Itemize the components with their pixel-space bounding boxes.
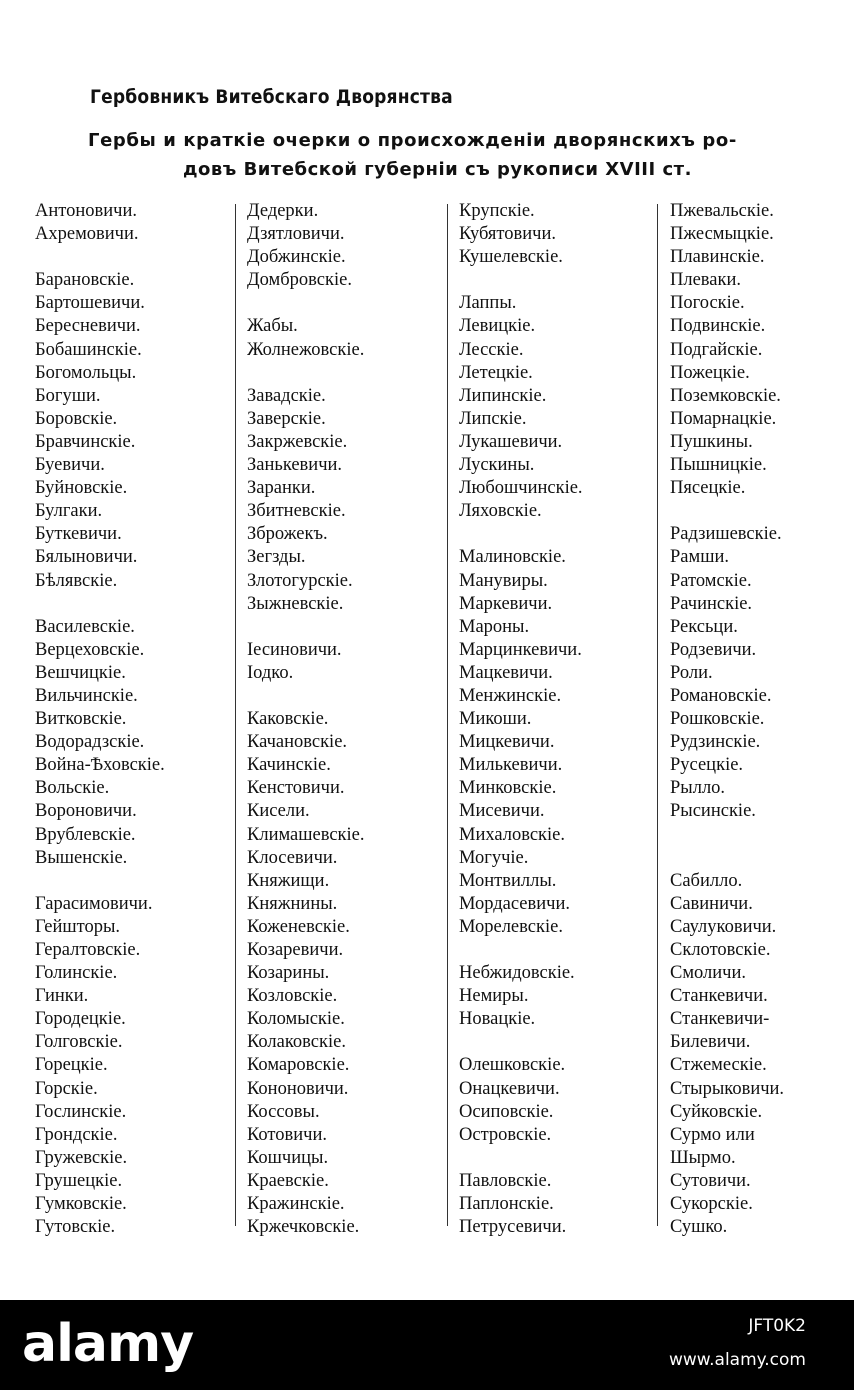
surname-entry: Малиновскіе. xyxy=(459,547,566,568)
entry-gap xyxy=(670,847,784,870)
surname-entry: Бравчинскіе. xyxy=(35,431,136,452)
surname-entry: Домбровскіе. xyxy=(247,270,352,291)
entry-gap xyxy=(459,269,583,292)
surname-entry: Гослинскіе. xyxy=(35,1101,127,1122)
surname-entry: Пжесмыцкіе. xyxy=(670,224,774,245)
surname-entry: Новацкіе. xyxy=(459,1009,536,1030)
surname-entry: Павловскіе. xyxy=(459,1170,552,1191)
entry-gap xyxy=(459,1147,583,1170)
surname-entry: Липскіе. xyxy=(459,408,527,429)
surname-entry: Гинки. xyxy=(35,986,89,1007)
surname-entry: Саулуковичи. xyxy=(670,916,777,937)
surname-entry: Грушецкіе. xyxy=(35,1170,123,1191)
surname-entry: Гералтовскіе. xyxy=(35,940,141,960)
surname-entry: Жолнежовскіе. xyxy=(247,339,365,360)
surname-entry: Подгайскіе. xyxy=(670,339,763,360)
surname-entry: Помарнацкіе. xyxy=(670,408,777,429)
surname-entry: Бѣлявскіе. xyxy=(35,570,118,591)
surname-entry: Боровскіе. xyxy=(35,408,118,429)
surname-entry: Антоновичи. xyxy=(35,201,137,221)
surname-entry: Козарины. xyxy=(247,963,330,984)
entry-gap xyxy=(35,870,165,893)
surname-entry: Княжищи. xyxy=(247,870,330,891)
surname-entry: Небжидовскіе. xyxy=(459,963,575,984)
surname-entry: Плеваки. xyxy=(670,270,742,291)
entry-gap xyxy=(247,616,365,639)
entry-gap xyxy=(247,292,365,315)
surname-entry: Буткевичи. xyxy=(35,524,122,545)
surname-entry: Немиры. xyxy=(459,986,529,1007)
surname-entry: Монтвиллы. xyxy=(459,870,557,891)
surname-entry: Богуши. xyxy=(35,385,101,406)
surname-entry: Козловскіе. xyxy=(247,986,338,1007)
surname-entry: Комаровскіе. xyxy=(247,1055,350,1076)
surname-entry: Буевичи. xyxy=(35,455,105,476)
surname-entry: Суйковскіе. xyxy=(670,1101,763,1122)
surname-entry: Мароны. xyxy=(459,616,530,637)
surname-entry: Кошчицы. xyxy=(247,1147,329,1168)
surname-entry: Горскіе. xyxy=(35,1078,98,1099)
surname-entry: Минковскіе. xyxy=(459,778,557,799)
site-url: www.alamy.com xyxy=(668,1350,806,1370)
surname-entry: Сукорскіе. xyxy=(670,1194,753,1215)
surname-entry: Кисели. xyxy=(247,801,310,822)
surname-entry: Каковскіе. xyxy=(247,709,329,730)
surname-entry: Василевскіе. xyxy=(35,616,135,637)
surname-entry: Вольскіе. xyxy=(35,778,110,799)
surname-entry: Станкевичи. xyxy=(670,986,768,1007)
surname-entry: Бересневичи. xyxy=(35,316,141,337)
entry-gap xyxy=(35,593,165,616)
entry-gap xyxy=(247,685,365,708)
surname-entry: Паплонскіе. xyxy=(459,1194,554,1215)
surname-entry: Плавинскіе. xyxy=(670,247,765,268)
image-id: JFT0K2 xyxy=(748,1316,806,1336)
surname-entry: Верцеховскіе. xyxy=(35,639,145,660)
surname-entry: Закржевскіе. xyxy=(247,431,348,452)
surname-entry: Коссовы. xyxy=(247,1101,320,1122)
surname-entry: Марцинкевичи. xyxy=(459,639,582,660)
surname-entry: Савиничи. xyxy=(670,893,753,914)
surname-entry: Морелевскіе. xyxy=(459,916,563,937)
surname-entry: Олешковскіе. xyxy=(459,1055,566,1076)
surname-entry: Шырмо. xyxy=(670,1147,736,1168)
surname-entry: Смоличи. xyxy=(670,963,747,984)
surname-entry: Вильчинскіе. xyxy=(35,685,138,706)
surname-entry: Злотогурскіе. xyxy=(247,570,353,591)
surname-entry: Качановскіе. xyxy=(247,732,348,753)
entry-gap xyxy=(247,362,365,385)
surname-entry: Витковскіе. xyxy=(35,709,127,730)
surname-entry: Грондскіе. xyxy=(35,1124,118,1145)
surname-entry: Станкевичи- xyxy=(670,1009,770,1030)
surname-entry: Бартошевичи. xyxy=(35,293,145,314)
surname-entry: Поземковскіе. xyxy=(670,385,781,406)
surname-entry: Іесиновичи. xyxy=(247,639,342,660)
surname-entry: Княжнины. xyxy=(247,893,338,914)
surname-entry: Пушкины. xyxy=(670,431,753,452)
surname-entry: Пясецкіе. xyxy=(670,478,746,499)
surname-entry: Гумковскіе. xyxy=(35,1194,127,1215)
surname-entry: Радзишевскіе. xyxy=(670,524,782,545)
surname-entry: Вышенскіе. xyxy=(35,847,128,868)
subtitle-line-2: довъ Витебской губерніи съ рукописи XVIII ст. xyxy=(183,159,692,180)
surname-entry: Булгаки. xyxy=(35,501,103,522)
surname-entry: Бялыновичи. xyxy=(35,547,138,568)
surname-entry: Петрусевичи. xyxy=(459,1217,567,1238)
surname-entry: Осиповскіе. xyxy=(459,1101,554,1122)
entry-gap xyxy=(670,824,784,847)
surname-entry: Збитневскіе. xyxy=(247,501,346,522)
surname-entry: Могучіе. xyxy=(459,847,529,868)
surname-entry: Погоскіе. xyxy=(670,293,745,314)
surname-entry: Коломыскіе. xyxy=(247,1009,345,1030)
surname-entry: Голинскіе. xyxy=(35,963,118,984)
surname-entry: Романовскіе. xyxy=(670,685,772,706)
surname-entry: Рудзинскіе. xyxy=(670,732,761,753)
surname-entry: Качинскіе. xyxy=(247,755,331,776)
column-divider xyxy=(657,204,658,1226)
surname-entry: Ахремовичи. xyxy=(35,224,139,245)
surname-entry: Горецкіе. xyxy=(35,1055,108,1076)
surname-entry: Бобашинскіе. xyxy=(35,339,142,360)
surname-entry: Занькевичи. xyxy=(247,455,343,476)
alamy-logo: alamy xyxy=(22,1314,194,1374)
surname-entry: Любошчинскіе. xyxy=(459,478,583,499)
surname-entry: Кенстовичи. xyxy=(247,778,345,799)
surname-entry: Крупскіе. xyxy=(459,201,535,221)
surname-entry: Ляховскіе. xyxy=(459,501,542,522)
surname-entry: Заранки. xyxy=(247,478,316,499)
surname-entry: Кононовичи. xyxy=(247,1078,349,1099)
subtitle-line-1: Гербы и краткіе очерки о происхожденіи дворянскихъ ро- xyxy=(88,130,737,151)
surname-entry: Родзевичи. xyxy=(670,639,757,660)
surname-entry: Зыжневскіе. xyxy=(247,593,344,614)
surname-entry: Островскіе. xyxy=(459,1124,552,1145)
surname-entry: Лускины. xyxy=(459,455,535,476)
surname-entry: Лесскіе. xyxy=(459,339,524,360)
surname-entry: Клосевичи. xyxy=(247,847,338,868)
entry-gap xyxy=(459,939,583,962)
surname-entry: Жабы. xyxy=(247,316,298,337)
surname-entry: Рысинскіе. xyxy=(670,801,756,822)
surname-entry: Мордасевичи. xyxy=(459,893,570,914)
surname-entry: Городецкіе. xyxy=(35,1009,126,1030)
surname-entry: Стжемескіе. xyxy=(670,1055,767,1076)
surname-entry: Сутовичи. xyxy=(670,1170,751,1191)
surname-entry: Гутовскіе. xyxy=(35,1217,116,1238)
surname-entry: Гарасимовичи. xyxy=(35,893,153,914)
surname-entry: Мисевичи. xyxy=(459,801,545,822)
surname-entry: Подвинскіе. xyxy=(670,316,766,337)
surname-entry: Рамши. xyxy=(670,547,729,568)
surname-entry: Дедерки. xyxy=(247,201,319,221)
surname-entry: Билевичи. xyxy=(670,1032,751,1053)
surname-entry: Добжинскіе. xyxy=(247,247,346,268)
surname-entry: Липинскіе. xyxy=(459,385,547,406)
surname-entry: Сурмо или xyxy=(670,1124,755,1145)
surname-entry: Михаловскіе. xyxy=(459,824,566,845)
surname-entry: Зброжекъ. xyxy=(247,524,328,545)
surname-column-4 xyxy=(670,200,784,1239)
surname-entry: Стырыковичи. xyxy=(670,1078,785,1099)
column-divider xyxy=(235,204,236,1226)
surname-entry: Ратомскіе. xyxy=(670,570,752,591)
surname-entry: Роли. xyxy=(670,662,713,683)
surname-entry: Дзятловичи. xyxy=(247,224,345,245)
surname-entry: Буйновскіе. xyxy=(35,478,128,499)
surname-entry: Мацкевичи. xyxy=(459,662,553,683)
surname-entry: Летецкіе. xyxy=(459,362,533,383)
surname-entry: Пжевальскіе. xyxy=(670,201,774,221)
surname-entry: Рексьци. xyxy=(670,616,738,637)
entry-gap xyxy=(459,523,583,546)
surname-entry: Менжинскіе. xyxy=(459,685,562,706)
surname-entry: Барановскіе. xyxy=(35,270,135,291)
surname-column-3 xyxy=(459,200,583,1239)
surname-entry: Коженевскіе. xyxy=(247,916,350,937)
surname-entry: Іодко. xyxy=(247,662,294,683)
surname-entry: Колаковскіе. xyxy=(247,1032,346,1053)
surname-entry: Русецкіе. xyxy=(670,755,744,776)
entry-gap xyxy=(459,1031,583,1054)
surname-entry: Врублевскіе. xyxy=(35,824,136,845)
surname-entry: Вешчицкіе. xyxy=(35,662,126,683)
surname-entry: Водорадзскіе. xyxy=(35,732,145,753)
surname-entry: Лукашевичи. xyxy=(459,431,563,452)
surname-entry: Война-Ѣховскіе. xyxy=(35,755,165,776)
entry-gap xyxy=(35,246,165,269)
surname-entry: Гружевскіе. xyxy=(35,1147,128,1168)
surname-entry: Завадскіе. xyxy=(247,385,326,406)
surname-entry: Богомольцы. xyxy=(35,362,137,383)
surname-column-1 xyxy=(35,200,165,1239)
surname-entry: Климашевскіе. xyxy=(247,824,365,845)
surname-entry: Зегзды. xyxy=(247,547,306,568)
surname-entry: Кушелевскіе. xyxy=(459,247,563,268)
surname-entry: Котовичи. xyxy=(247,1124,327,1145)
surname-entry: Козаревичи. xyxy=(247,940,344,960)
surname-entry: Манувиры. xyxy=(459,570,548,591)
surname-entry: Мицкевичи. xyxy=(459,732,555,753)
surname-entry: Склотовскіе. xyxy=(670,940,771,960)
surname-entry: Вороновичи. xyxy=(35,801,137,822)
surname-entry: Пожецкіе. xyxy=(670,362,750,383)
surname-column-2 xyxy=(247,200,365,1239)
surname-entry: Рылло. xyxy=(670,778,726,799)
surname-entry: Гейшторы. xyxy=(35,916,121,937)
surname-entry: Кражинскіе. xyxy=(247,1194,345,1215)
document-subtitle xyxy=(88,126,778,184)
surname-entry: Пышницкіе. xyxy=(670,455,767,476)
surname-entry: Рачинскіе. xyxy=(670,593,753,614)
surname-entry: Голговскіе. xyxy=(35,1032,123,1053)
surname-entry: Кржечковскіе. xyxy=(247,1217,360,1238)
surname-entry: Сушко. xyxy=(670,1217,728,1238)
watermark-banner xyxy=(0,1300,854,1390)
surname-entry: Кубятовичи. xyxy=(459,224,556,245)
surname-entry: Лаппы. xyxy=(459,293,517,314)
column-divider xyxy=(447,204,448,1226)
surname-entry: Онацкевичи. xyxy=(459,1078,560,1099)
surname-entry: Левицкіе. xyxy=(459,316,536,337)
surname-entry: Рошковскіе. xyxy=(670,709,765,730)
document-title: Гербовникъ Витебскаго Дворянства xyxy=(90,86,453,108)
entry-gap xyxy=(670,500,784,523)
surname-entry: Милькевичи. xyxy=(459,755,563,776)
surname-entry: Сабилло. xyxy=(670,870,743,891)
surname-entry: Краевскіе. xyxy=(247,1170,329,1191)
surname-entry: Маркевичи. xyxy=(459,593,553,614)
surname-entry: Микоши. xyxy=(459,709,532,730)
surname-entry: Заверскіе. xyxy=(247,408,326,429)
